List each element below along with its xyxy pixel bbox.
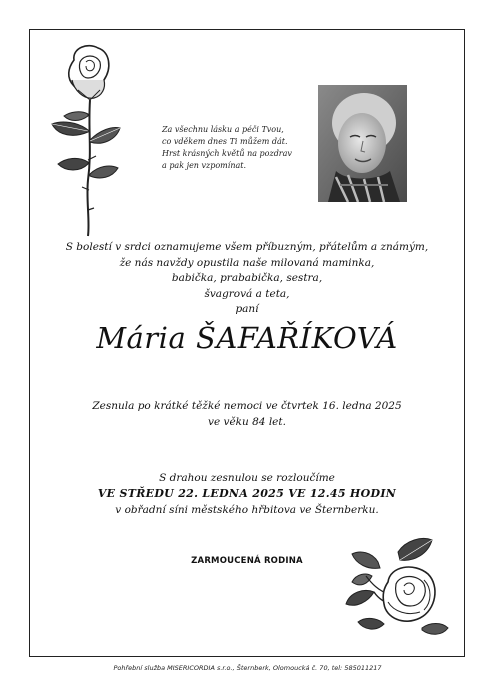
age-line: ve věku 84 let. (208, 416, 286, 428)
death-date-line: Zesnula po krátké těžké nemoci ve čtvrtek 16. ledna 2025 (92, 400, 402, 412)
deceased-name: Mária ŠAFAŘÍKOVÁ (96, 321, 398, 355)
farewell-info (40, 470, 454, 518)
announcement-line: paní (235, 303, 259, 315)
poem-line: co vděkem dnes Ti můžem dát. (162, 137, 288, 146)
poem-line: a pak jen vzpomínat. (162, 161, 246, 170)
memorial-poem (162, 124, 312, 172)
announcement-line: S bolestí v srdci oznamujeme všem příbuzným, přátelům a známým, (65, 241, 429, 253)
rose-illustration-top (44, 40, 126, 238)
portrait-photo (318, 85, 407, 202)
announcement-line: švagrová a teta, (204, 287, 290, 300)
announcement-line: babička, prababička, sestra, (171, 272, 323, 284)
death-info (40, 398, 454, 430)
farewell-place: v obřadní síni městského hřbitova ve Šternberku. (115, 504, 379, 516)
farewell-datetime: VE STŘEDU 22. LEDNA 2025 VE 12.45 HODIN (97, 487, 397, 500)
rose-illustration-bottom (338, 532, 450, 644)
farewell-intro: S drahou zesnulou se rozloučíme (159, 472, 335, 484)
poem-line: Hrst krásných květů na pozdrav (162, 149, 292, 158)
poem-line: Za všechnu lásku a péči Tvou, (162, 125, 284, 134)
announcement-line: že nás navždy opustila naše milovaná maminka, (119, 256, 375, 269)
funeral-service-footer: Pohřební služba MISERICORDIA s.r.o., Šternberk, Olomoucká č. 70, tel: 585011217 (113, 664, 382, 672)
announcement-text (40, 240, 454, 318)
family-signature: ZARMOUCENÁ RODINA (191, 556, 303, 566)
